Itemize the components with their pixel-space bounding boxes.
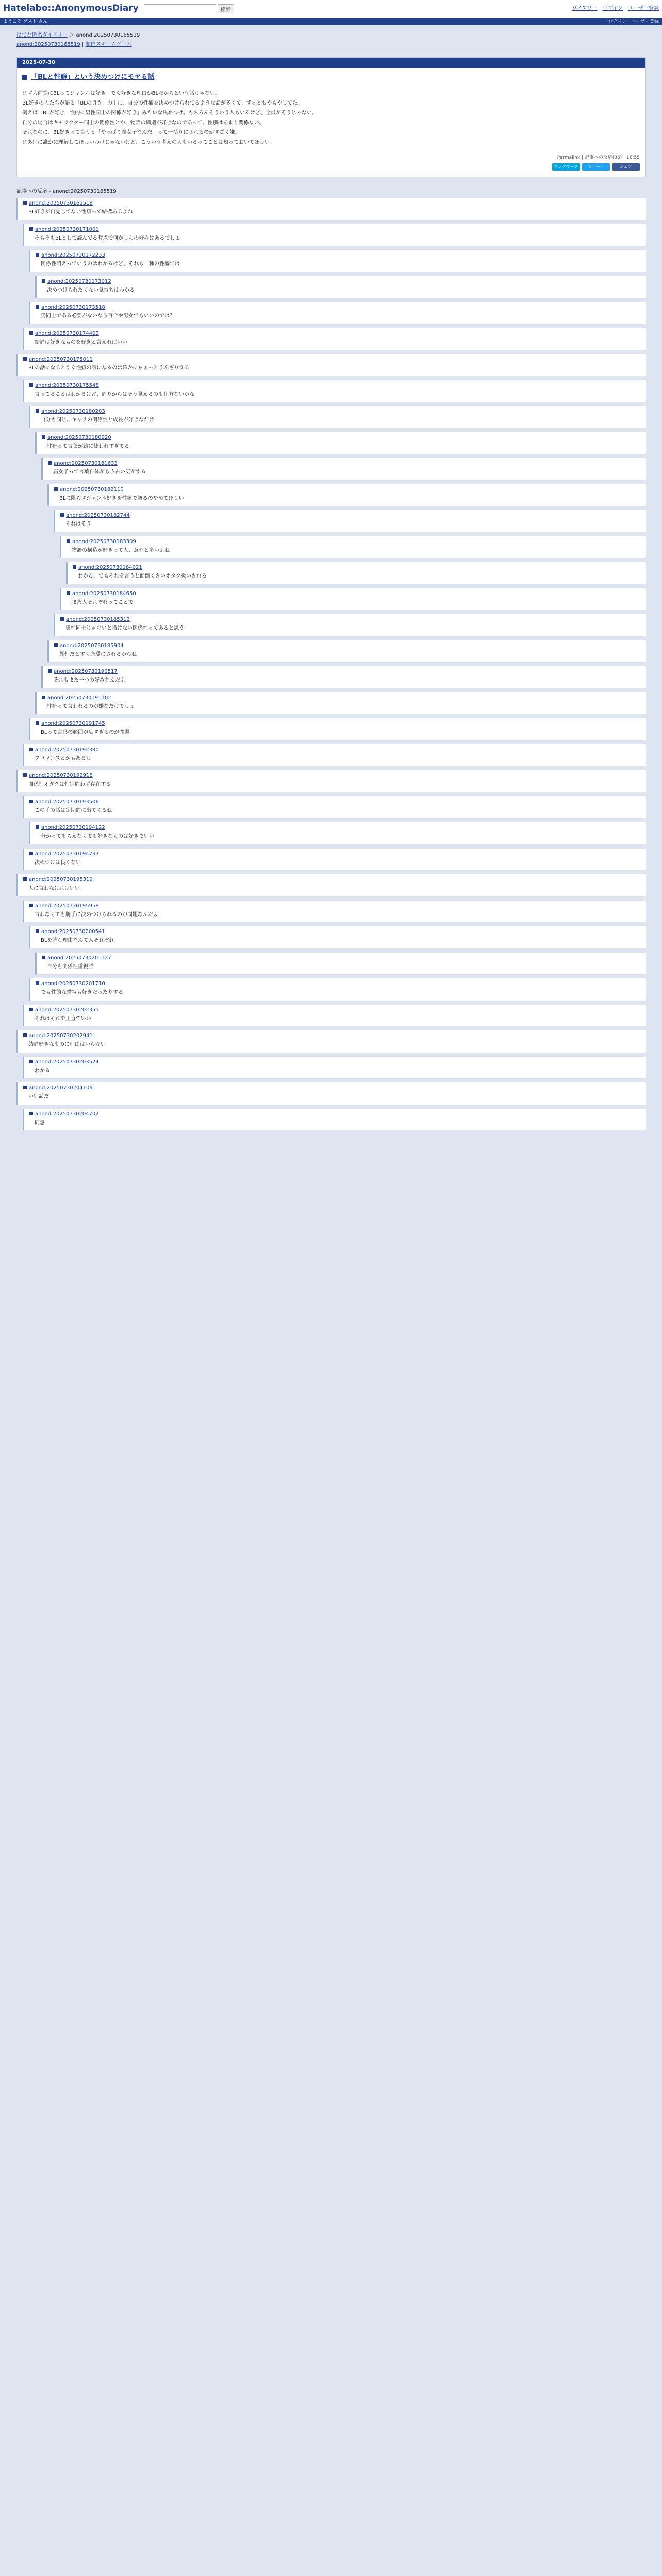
search-input[interactable] bbox=[144, 4, 216, 13]
comment-user-link[interactable]: anond:20250730202355 bbox=[35, 1007, 99, 1013]
comment-user-link[interactable]: anond:20250730184021 bbox=[78, 565, 142, 571]
comment-marker-icon bbox=[29, 1008, 33, 1011]
comment bbox=[35, 953, 646, 975]
comment-user-row bbox=[36, 408, 640, 416]
comments-list bbox=[16, 198, 646, 1130]
comment-user-link[interactable]: anond:20250730193506 bbox=[35, 799, 99, 805]
comment-text: 性癖って言われるのが嫌なだけでしょ bbox=[47, 703, 135, 709]
comment-marker-icon bbox=[36, 721, 39, 725]
comment-user-row bbox=[29, 1006, 640, 1014]
comment-user-row bbox=[36, 928, 640, 936]
comment bbox=[23, 1005, 646, 1027]
header-link-register[interactable]: ユーザー登録 bbox=[628, 6, 659, 11]
comment-text: 言わなくても勝手に決めつけられるのが問題なんだよ bbox=[35, 911, 158, 918]
comment-user-link[interactable]: anond:20250730165519 bbox=[29, 200, 93, 207]
comment-user-row bbox=[36, 824, 640, 832]
comment-text: 関係性萌えっていうのはわかるけど、それも一種の性癖では bbox=[41, 261, 180, 267]
comment bbox=[29, 718, 646, 740]
comment bbox=[29, 250, 646, 272]
site-header bbox=[0, 0, 662, 18]
comment-marker-icon bbox=[36, 981, 39, 985]
comment-marker-icon bbox=[54, 643, 58, 647]
comment-user-link[interactable]: anond:20250730204702 bbox=[35, 1111, 99, 1117]
comment-marker-icon bbox=[23, 877, 27, 881]
comment-marker-icon bbox=[23, 357, 27, 361]
comment-marker-icon bbox=[29, 800, 33, 803]
article-date: 2025-07-30 bbox=[17, 58, 645, 68]
comment bbox=[35, 432, 646, 454]
comment-user-link[interactable]: anond:20250730192330 bbox=[35, 747, 99, 753]
comment-user-row bbox=[23, 355, 640, 364]
comment bbox=[16, 1082, 646, 1105]
comment-user-row bbox=[29, 1110, 640, 1118]
comment bbox=[23, 849, 646, 871]
comment-user-link[interactable]: anond:20250730204109 bbox=[29, 1085, 93, 1091]
comment bbox=[54, 614, 646, 636]
header-link-login[interactable]: ログイン bbox=[602, 6, 623, 11]
comment-user-link[interactable]: anond:20250730172233 bbox=[41, 252, 105, 259]
comment-text: わかる bbox=[35, 1067, 50, 1074]
comment bbox=[47, 484, 646, 506]
comment-text: 言ってることはわかるけど、周りからはそう見えるのも仕方ないかな bbox=[35, 391, 194, 397]
comment-text: 自分も関係性重視派 bbox=[47, 963, 93, 970]
comment bbox=[29, 978, 646, 1001]
share-button[interactable]: シェア bbox=[612, 163, 640, 171]
comment-marker-icon bbox=[23, 1033, 27, 1037]
comment-user-link[interactable]: anond:20250730183309 bbox=[72, 538, 136, 545]
comment-user-row bbox=[54, 642, 640, 650]
comment-marker-icon bbox=[23, 201, 27, 205]
comment bbox=[29, 406, 646, 428]
comment-text: いい話だ bbox=[28, 1094, 49, 1100]
comment bbox=[29, 302, 646, 324]
comment-user-link[interactable]: anond:20250730202941 bbox=[29, 1033, 93, 1039]
comment bbox=[35, 276, 646, 298]
comment-marker-icon bbox=[36, 305, 39, 309]
breadcrumb-path[interactable]: anond:20250730165519 bbox=[16, 42, 80, 47]
comment-text: 結局好きなものに理由はいらない bbox=[28, 1042, 106, 1048]
article-paragraph: 自分の場合はキャラクター同士の関係性とか、物語の構造が好きなのであって、性別はあまり関係ない。 bbox=[22, 120, 264, 126]
welcome-text: ようこそ ゲスト さん bbox=[3, 19, 48, 24]
comment-user-link[interactable]: anond:20250730200541 bbox=[41, 929, 105, 935]
nav-register-link[interactable]: ユーザー登録 bbox=[631, 19, 659, 24]
comment-user-row bbox=[23, 199, 640, 208]
article-footer[interactable]: Permalink | 記事への反応(36) | 16:55 bbox=[557, 155, 640, 160]
comment-user-link[interactable]: anond:20250730180920 bbox=[47, 434, 111, 440]
comment-user-row bbox=[36, 251, 640, 260]
comment-user-row bbox=[48, 668, 640, 676]
comment-user-link[interactable]: anond:20250730194122 bbox=[41, 825, 105, 831]
comment-user-row bbox=[23, 876, 640, 884]
site-logo[interactable]: Hatelabo::AnonymousDiary bbox=[3, 3, 139, 14]
comment-user-row bbox=[23, 1084, 640, 1092]
comment-text: ブロマンスとかもあるし bbox=[35, 755, 91, 761]
comment-user-row bbox=[23, 772, 640, 780]
comment bbox=[60, 588, 646, 611]
header-link-diary[interactable]: ダイアリー bbox=[572, 6, 598, 11]
comment-user-link[interactable]: anond:20250730180203 bbox=[41, 409, 105, 415]
comment-user-row bbox=[67, 590, 640, 598]
comment-user-row bbox=[29, 330, 640, 338]
comment bbox=[23, 1057, 646, 1079]
comment-user-link[interactable]: anond:20250730182110 bbox=[60, 486, 124, 493]
comment-text: 異性だとすぐ恋愛にされるからね bbox=[59, 651, 137, 657]
share-buttons bbox=[17, 161, 645, 177]
comment bbox=[41, 666, 646, 688]
comment-marker-icon bbox=[36, 825, 39, 829]
comment-user-link[interactable]: anond:20250730182744 bbox=[66, 513, 130, 519]
comment-user-row bbox=[29, 382, 640, 390]
comment-user-row bbox=[54, 486, 640, 494]
comment-user-row bbox=[42, 954, 640, 962]
comment-marker-icon bbox=[42, 956, 45, 959]
comment-marker-icon bbox=[29, 331, 33, 335]
comment-marker-icon bbox=[36, 253, 39, 257]
article-paragraph: まず大前提にBLってジャンルは好き。でも好きな理由がBLだからという話じゃない。 bbox=[22, 90, 221, 96]
search-button[interactable]: 検索 bbox=[218, 4, 234, 13]
comment-user-link[interactable]: anond:20250730185312 bbox=[66, 617, 130, 623]
comment-user-link[interactable]: anond:20250730194733 bbox=[35, 851, 99, 857]
comment bbox=[60, 536, 646, 558]
nav-bar bbox=[0, 18, 662, 25]
comment-user-row bbox=[42, 278, 640, 286]
comment-user-link[interactable]: anond:20250730171001 bbox=[35, 226, 99, 232]
comment-marker-icon bbox=[42, 435, 45, 439]
comment bbox=[23, 328, 646, 350]
article-paragraph: BL好きの人たちが語る「BLの良さ」の中に、自分の性癖を決めつけられてるような話が多くて、ずっともやもやしてた。 bbox=[22, 100, 303, 106]
breadcrumb: はてな匿名ダイアリー ＞ anond:20250730165519 anond:20250730165519 | 順位スキームゲーム bbox=[16, 32, 140, 47]
comment-user-link[interactable]: anond:20250730173012 bbox=[47, 278, 111, 284]
breadcrumb-sub[interactable]: 順位スキームゲーム bbox=[85, 42, 132, 47]
header-links bbox=[572, 5, 659, 13]
comment-user-link[interactable]: anond:20250730201127 bbox=[47, 955, 111, 961]
comment-text: 腐女子って言葉自体がもう古い気がする bbox=[53, 469, 146, 476]
comment-user-row bbox=[67, 538, 640, 546]
comment-text: 決めつけられたくない気持ちはわかる bbox=[47, 287, 135, 293]
comment-user-row bbox=[48, 460, 640, 468]
comment-text: 結局は好きなものを好きと言えればいい bbox=[35, 339, 127, 345]
comment-user-row bbox=[29, 798, 640, 806]
comment-user-link[interactable]: anond:20250730195958 bbox=[35, 903, 99, 909]
comment-user-link[interactable]: anond:20250730201710 bbox=[41, 981, 105, 987]
comment-text: 関係性オタクは性別問わず存在する bbox=[28, 782, 111, 788]
comment bbox=[23, 380, 646, 402]
comment-user-link[interactable]: anond:20250730192918 bbox=[29, 773, 93, 779]
comment-text: 男同士である必要がないなら百合や男女でもいいのでは？ bbox=[41, 313, 175, 319]
title-marker-icon bbox=[22, 75, 27, 80]
comment-marker-icon bbox=[29, 904, 33, 907]
comment-text: BLって言葉の範囲が広すぎるのが問題 bbox=[41, 730, 130, 736]
comment bbox=[16, 770, 646, 792]
article-body bbox=[17, 87, 645, 151]
comment-text: でも性的な描写も好きだったりする bbox=[41, 990, 123, 996]
comment-text: この手の話は定期的に出てくるね bbox=[35, 807, 112, 814]
comment-marker-icon bbox=[60, 617, 64, 621]
comment-text: BLの話になるとすぐ性癖の話になるのは確かにちょっとうんざりする bbox=[28, 365, 190, 371]
comment-user-row bbox=[36, 303, 640, 312]
comment-marker-icon bbox=[29, 1112, 33, 1115]
comment-user-link[interactable]: anond:20250730195319 bbox=[29, 877, 93, 883]
comment-marker-icon bbox=[67, 539, 70, 543]
comment-text: 性癖って言葉が雑に使われすぎてる bbox=[47, 443, 129, 449]
comment bbox=[35, 692, 646, 715]
comments-heading: 記事への反応 - anond:20250730165519 bbox=[16, 189, 117, 195]
comment-marker-icon bbox=[29, 227, 33, 231]
comment-marker-icon bbox=[48, 669, 52, 673]
comment-text: BLに限らずジャンル好きを性癖で語るのやめてほしい bbox=[59, 495, 184, 501]
comment bbox=[16, 354, 646, 376]
comment bbox=[16, 198, 646, 220]
comment-user-row bbox=[36, 720, 640, 728]
comment bbox=[29, 822, 646, 844]
comment-marker-icon bbox=[67, 591, 70, 595]
comment-user-link[interactable]: anond:20250730181633 bbox=[54, 461, 118, 467]
comment-text: 人に言わなければいい bbox=[28, 886, 80, 892]
comment-user-link[interactable]: anond:20250730173518 bbox=[41, 304, 105, 311]
comment-text: そもそもBLとして読んでる時点で何かしらの好みはあるでしょ bbox=[35, 235, 180, 241]
comment-marker-icon bbox=[23, 1086, 27, 1089]
article-paragraph: それなのに、BL好きって言うと「やっぱり腐女子なんだ」って一括りにされるのがすごく嫌。 bbox=[22, 129, 240, 135]
comment-marker-icon bbox=[60, 513, 64, 517]
comment-user-row bbox=[29, 850, 640, 858]
article-paragraph: まあ別に誰かに理解してほしいわけじゃないけど、こういう考えの人もいるってことは知っておいてほしい。 bbox=[22, 139, 275, 145]
comment-marker-icon bbox=[29, 852, 33, 855]
comments-section bbox=[16, 188, 646, 1130]
comment-user-row bbox=[29, 1058, 640, 1066]
comment bbox=[23, 224, 646, 246]
comment-user-row bbox=[60, 616, 640, 624]
comment-text: それはそう bbox=[65, 521, 91, 528]
comment bbox=[29, 926, 646, 948]
article-title[interactable]: 「BLと性癖」という決めつけにモヤる話 bbox=[31, 73, 155, 81]
comment-marker-icon bbox=[36, 409, 39, 413]
comment-user-link[interactable]: anond:20250730190517 bbox=[54, 669, 118, 675]
comment-text: まあ人それぞれってことで bbox=[72, 599, 134, 605]
comment bbox=[54, 510, 646, 532]
comment-user-row bbox=[29, 746, 640, 754]
breadcrumb-home[interactable]: はてな匿名ダイアリー bbox=[16, 32, 68, 38]
nav-login-link[interactable]: ログイン bbox=[608, 19, 627, 24]
comment-text: 決めつけは良くない bbox=[35, 859, 81, 866]
comment-text: BL好きが自覚してない性癖って結構あるよね bbox=[28, 209, 133, 215]
comment-marker-icon bbox=[42, 279, 45, 283]
comment-marker-icon bbox=[36, 929, 39, 933]
bookmark-button[interactable]: ブックマーク bbox=[552, 163, 580, 171]
article bbox=[16, 57, 646, 177]
comment-user-link[interactable]: anond:20250730174402 bbox=[35, 330, 99, 336]
comment-marker-icon bbox=[29, 748, 33, 751]
comment-marker-icon bbox=[42, 696, 45, 699]
tweet-button[interactable]: ツイート bbox=[582, 163, 610, 171]
comment bbox=[23, 1109, 646, 1131]
comment-user-row bbox=[42, 694, 640, 702]
comment-text: BLを読む理由なんて人それぞれ bbox=[41, 938, 114, 944]
comment bbox=[23, 796, 646, 819]
comment-marker-icon bbox=[54, 487, 58, 491]
comment-text: それもまた一つの好みなんだよ bbox=[53, 677, 125, 684]
comment bbox=[23, 901, 646, 923]
comment bbox=[47, 640, 646, 663]
comment-user-link[interactable]: anond:20250730203524 bbox=[35, 1059, 99, 1065]
article-paragraph: 例えば「BLが好き＝性的に男性同士の関係が好き」みたいな決めつけ。もちろんそういう人もいるけど、全員がそうじゃない。 bbox=[22, 110, 318, 116]
comment-user-row bbox=[36, 980, 640, 988]
comment bbox=[66, 562, 646, 584]
comment-text: それはそれで正直でいい bbox=[35, 1015, 91, 1022]
comment-user-link[interactable]: anond:20250730175011 bbox=[29, 357, 93, 363]
comment-marker-icon bbox=[73, 565, 76, 569]
comment-user-row bbox=[60, 512, 640, 520]
comment-user-row bbox=[29, 902, 640, 910]
comment-user-row bbox=[42, 434, 640, 442]
comment-text: わかる。でもそれを言うと面倒くさいオタク扱いされる bbox=[78, 573, 207, 580]
comment-user-link[interactable]: anond:20250730175548 bbox=[35, 382, 99, 388]
comment bbox=[16, 1030, 646, 1053]
comment-marker-icon bbox=[29, 1060, 33, 1063]
comment-user-link[interactable]: anond:20250730191745 bbox=[41, 721, 105, 727]
comment-user-link[interactable]: anond:20250730185904 bbox=[60, 642, 124, 649]
comment-user-row bbox=[29, 226, 640, 234]
comment bbox=[41, 458, 646, 480]
comment-user-link[interactable]: anond:20250730191102 bbox=[47, 694, 111, 701]
comment-marker-icon bbox=[29, 383, 33, 387]
comment-marker-icon bbox=[48, 461, 52, 465]
comment bbox=[16, 874, 646, 896]
comment-text: 分かってもらえなくても好きなものは好きでいい bbox=[41, 834, 154, 840]
comment-text: 自分も同じ。キャラの関係性と成長が好きなだけ bbox=[41, 417, 154, 423]
comment-user-row bbox=[73, 564, 640, 572]
comment-user-row bbox=[23, 1032, 640, 1040]
comment-text: 男性同士じゃないと描けない関係性ってあると思う bbox=[65, 625, 184, 632]
comment-marker-icon bbox=[23, 773, 27, 777]
comment bbox=[23, 744, 646, 767]
comment-user-link[interactable]: anond:20250730184650 bbox=[72, 590, 136, 597]
comment-text: 同意 bbox=[35, 1120, 45, 1126]
breadcrumb-entry: anond:20250730165519 bbox=[76, 32, 140, 38]
comment-text: 物語の構造が好きって人、意外と多いよね bbox=[72, 547, 170, 553]
